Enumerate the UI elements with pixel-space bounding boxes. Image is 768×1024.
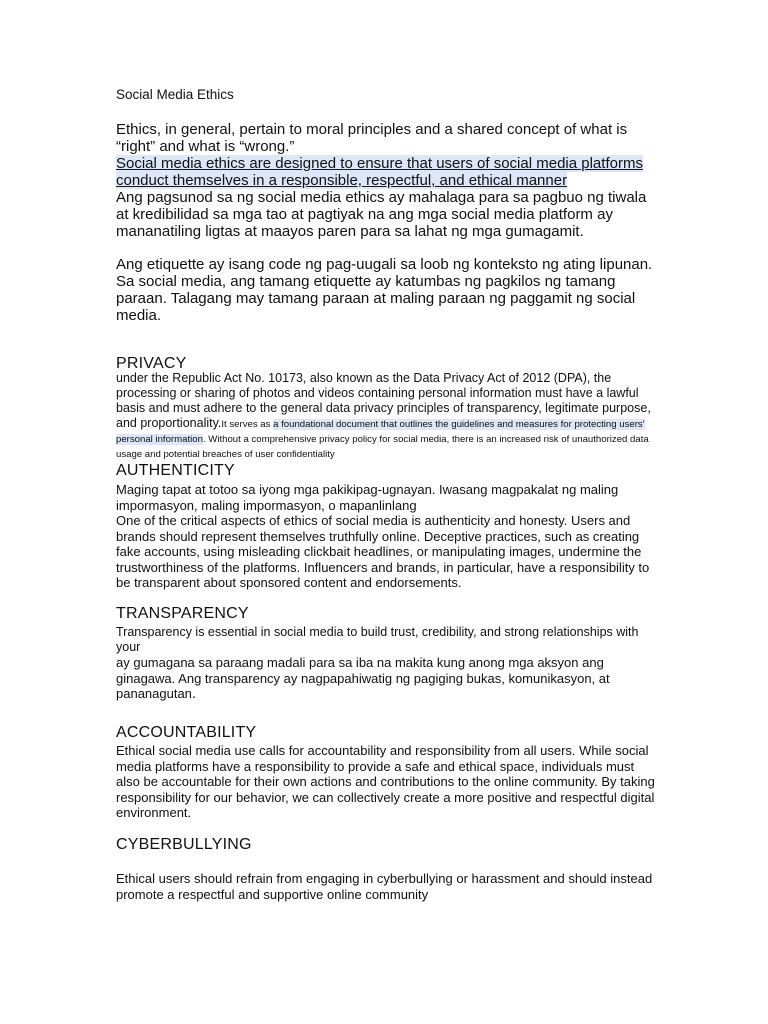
privacy-note-tail: . Without a comprehensive privacy policy for social media, there is an increased risk of unauthorized data usage and potential breaches of user confidentiality bbox=[116, 434, 649, 460]
transparency-heading: TRANSPARENCY bbox=[116, 605, 249, 622]
authenticity-tagalog-paragraph: Maging tapat at totoo sa iyong mga pakikipag-ugnayan. Iwasang magpakalat ng maling impormasyon, maling impormasyon, o mapanlinlang bbox=[116, 482, 619, 513]
accountability-paragraph: Ethical social media use calls for accountability and responsibility from all users. While social media platforms have a responsibility to provide a safe and ethical space, individuals must also be accountable for their own actions and contributions to the online community. By taking responsibility for our behavior, we can collectively create a more positive and respectful digital environment. bbox=[116, 743, 655, 820]
privacy-paragraph bbox=[116, 371, 656, 461]
transparency-end-period: . bbox=[191, 685, 197, 702]
intro-tagalog-paragraph: Ang pagsunod sa ng social media ethics ay mahalaga para sa pagbuo ng tiwala at kredibilidad sa mga tao at pagtiyak na ang mga social media platform ay mananatiling ligtas at maayos paren para sa lahat ng mga gumagamit. bbox=[116, 189, 647, 240]
privacy-note-lead: It serves as bbox=[221, 419, 274, 430]
intro-highlighted-paragraph bbox=[116, 155, 656, 189]
accountability-heading: ACCOUNTABILITY bbox=[116, 724, 257, 741]
transparency-tagalog-text: ay gumagana sa paraang madali para sa iba na makita kung anong mga aksyon ang ginagawa. Ang transparency ay nagpapahiwatig ng pagiging bukas, komunikasyon, at pananagutan bbox=[116, 655, 610, 701]
intro-paragraph: Ethics, in general, pertain to moral principles and a shared concept of what is “right” and what is “wrong.” bbox=[116, 121, 628, 155]
document-title: Social Media Ethics bbox=[116, 87, 234, 102]
highlighted-text: Social media ethics are designed to ensure that users of social media platforms conduct themselves in a responsible, respectful, and ethical manner bbox=[116, 155, 643, 189]
authenticity-heading: AUTHENTICITY bbox=[116, 462, 235, 479]
privacy-highlighted-note: a foundational document that outlines the guidelines and measures for protecting users' personal information bbox=[116, 419, 645, 445]
cyberbullying-paragraph: Ethical users should refrain from engaging in cyberbullying or harassment and should instead promote a respectful and supportive online community bbox=[116, 871, 653, 902]
privacy-heading: PRIVACY bbox=[116, 355, 187, 372]
cyberbullying-heading: CYBERBULLYING bbox=[116, 836, 252, 853]
privacy-main-text: under the Republic Act No. 10173, also known as the Data Privacy Act of 2012 (DPA), the processing or sharing of photos and videos containing personal information must have a lawful basis and must adhere to the general data privacy principles of transparency, legitimate purpose, and proportionality. bbox=[116, 371, 651, 430]
etiquette-paragraph: Ang etiquette ay isang code ng pag-uugali sa loob ng konteksto ng ating lipunan. Sa social media, ang tamang etiquette ay katumbas ng pagkilos ng tamang paraan. Talagang may tamang paraan at maling paraan ng paggamit ng social media. bbox=[116, 256, 653, 324]
transparency-tagalog-paragraph bbox=[116, 655, 656, 702]
transparency-paragraph: Transparency is essential in social media to build trust, credibility, and strong relationships with your bbox=[116, 625, 639, 654]
authenticity-paragraph: One of the critical aspects of ethics of social media is authenticity and honesty. Users and brands should represent themselves truthfully online. Deceptive practices, such as creating fake accounts, using misleading clickbait headlines, or manipulating images, undermine the trustworthiness of the platforms. Influencers and brands, in particular, have a responsibility to be transparent about sponsored content and endorsements. bbox=[116, 513, 650, 590]
